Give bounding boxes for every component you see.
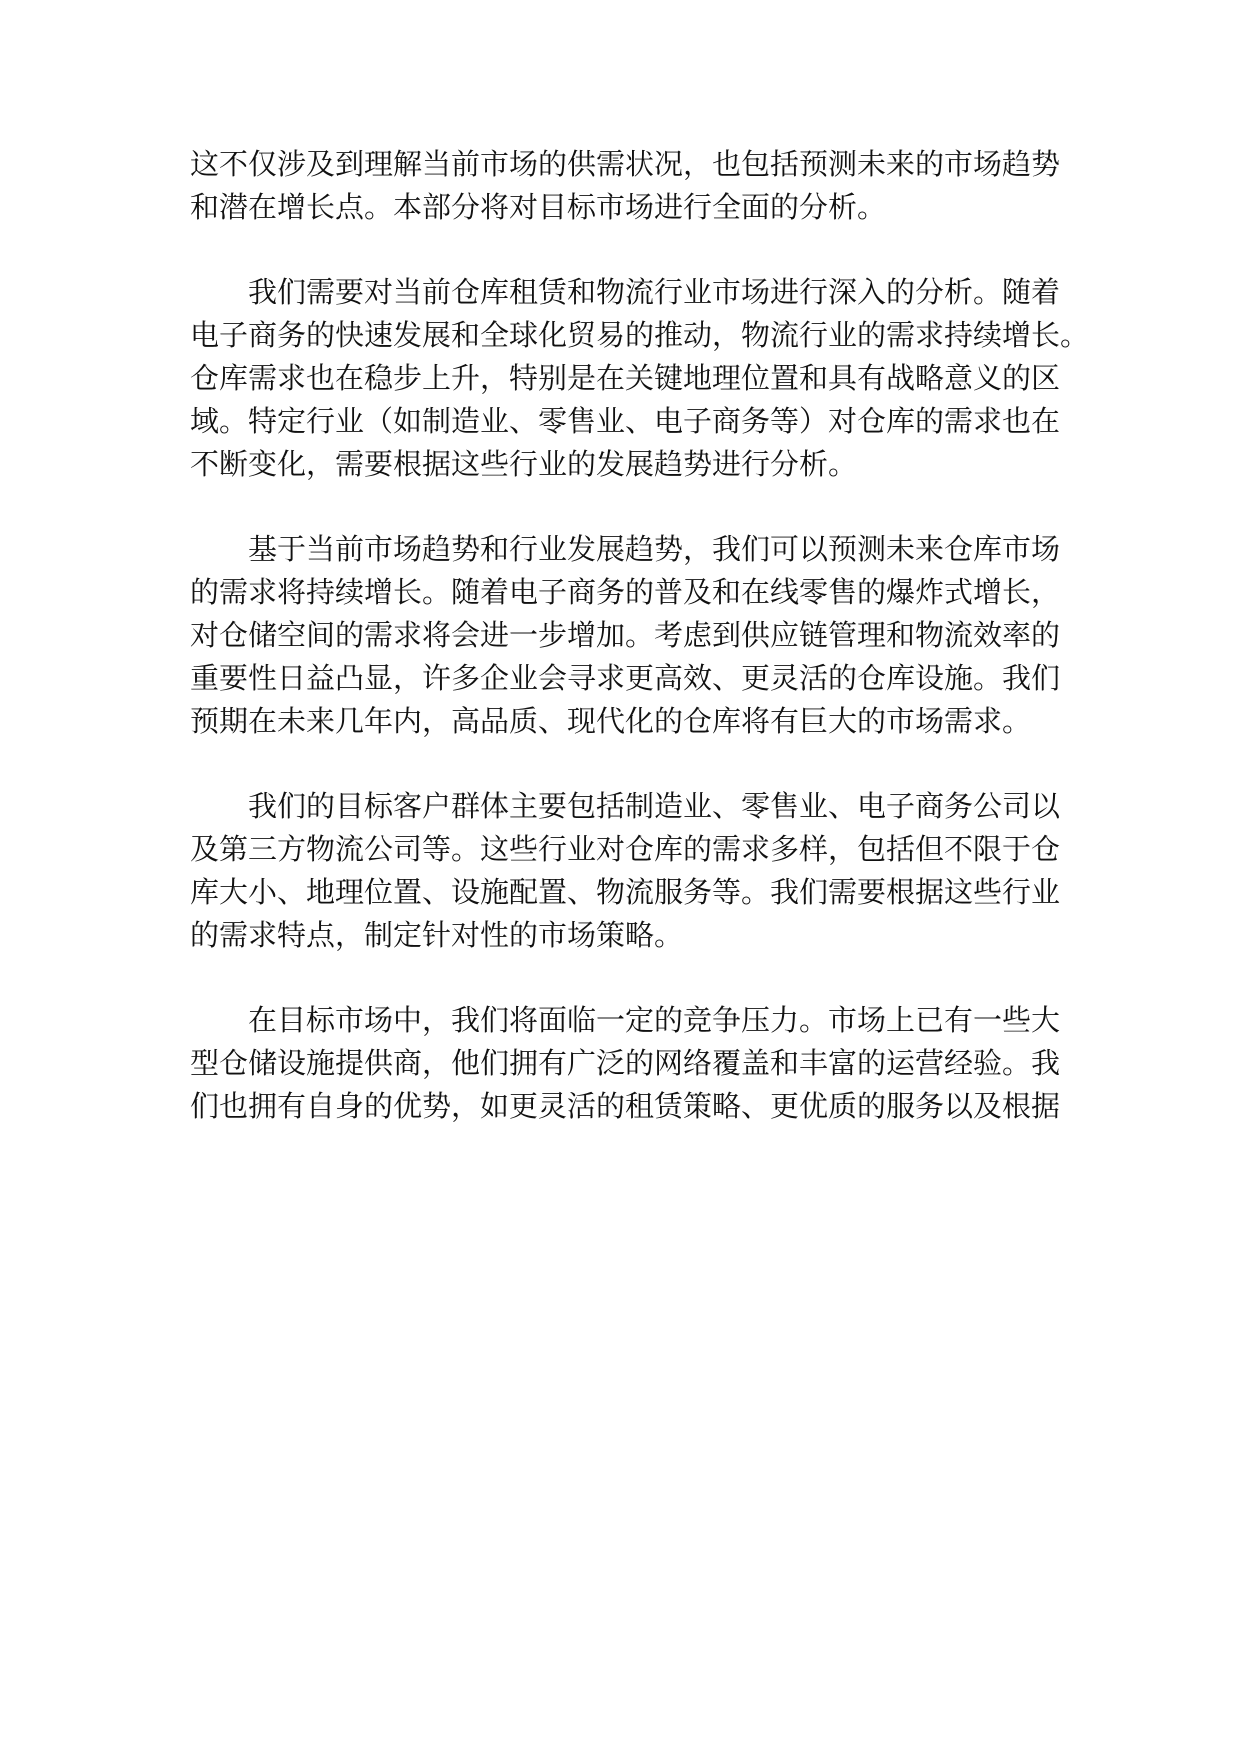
text-line: 我们的目标客户群体主要包括制造业、零售业、电子商务公司以 (248, 789, 1061, 823)
text-line: 和潜在增长点。本部分将对目标市场进行全面的分析。 (190, 190, 887, 224)
text-line: 不断变化，需要根据这些行业的发展趋势进行分析。 (190, 447, 858, 481)
text-line: 及第三方物流公司等。这些行业对仓库的需求多样，包括但不限于仓 (190, 832, 1061, 866)
text-line: 的需求将持续增长。随着电子商务的普及和在线零售的爆炸式增长， (190, 575, 1061, 609)
paragraph-1 (190, 143, 1060, 229)
text-line: 型仓储设施提供商，他们拥有广泛的网络覆盖和丰富的运营经验。我 (190, 1046, 1061, 1080)
text-line: 基于当前市场趋势和行业发展趋势，我们可以预测未来仓库市场 (248, 532, 1061, 566)
text-line: 重要性日益凸显，许多企业会寻求更高效、更灵活的仓库设施。我们 (190, 661, 1061, 695)
text-line: 电子商务的快速发展和全球化贸易的推动，物流行业的需求持续增长。 (190, 318, 1090, 352)
text-line: 库大小、地理位置、设施配置、物流服务等。我们需要根据这些行业 (190, 875, 1061, 909)
text-line: 对仓储空间的需求将会进一步增加。考虑到供应链管理和物流效率的 (190, 618, 1061, 652)
text-line: 仓库需求也在稳步上升，特别是在关键地理位置和具有战略意义的区 (190, 361, 1061, 395)
text-line: 们也拥有自身的优势，如更灵活的租赁策略、更优质的服务以及根据 (190, 1089, 1061, 1123)
text-line: 预期在未来几年内，高品质、现代化的仓库将有巨大的市场需求。 (190, 704, 1032, 738)
paragraph-2 (190, 271, 1090, 486)
paragraph-3 (190, 528, 1060, 743)
paragraph-5 (190, 999, 1060, 1128)
text-line: 这不仅涉及到理解当前市场的供需状况，也包括预测未来的市场趋势 (190, 147, 1061, 181)
text-line: 在目标市场中，我们将面临一定的竞争压力。市场上已有一些大 (248, 1003, 1061, 1037)
text-line: 域。特定行业（如制造业、零售业、电子商务等）对仓库的需求也在 (190, 404, 1061, 438)
text-line: 我们需要对当前仓库租赁和物流行业市场进行深入的分析。随着 (248, 275, 1061, 309)
paragraph-4 (190, 785, 1060, 957)
body-text (190, 143, 1090, 1128)
text-line: 的需求特点，制定针对性的市场策略。 (190, 918, 684, 952)
